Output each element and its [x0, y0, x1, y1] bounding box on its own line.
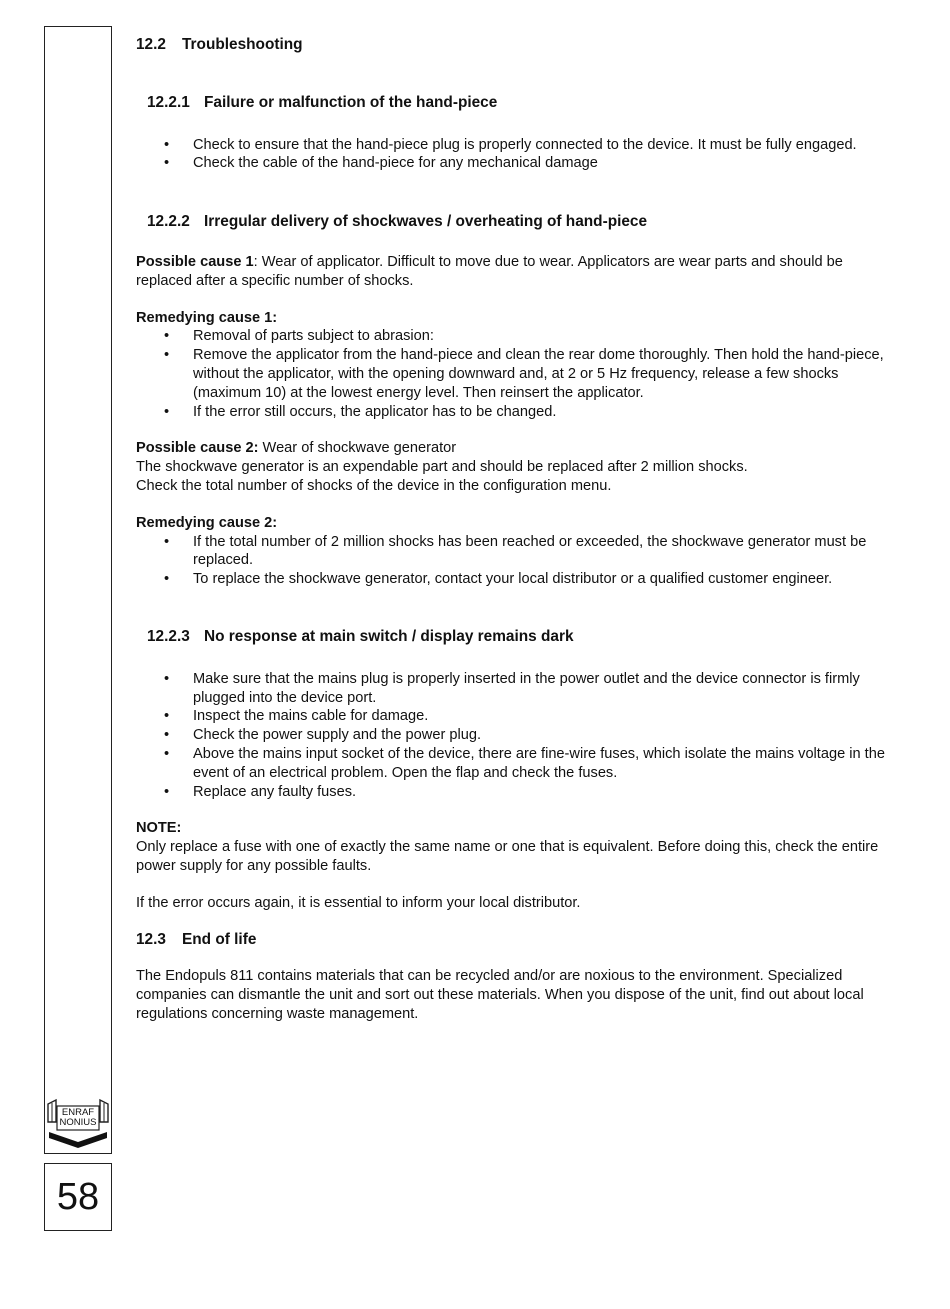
list-item-text: Check the cable of the hand-piece for any mechanical damage [193, 155, 598, 172]
cause-text: Wear of shockwave generator [258, 440, 457, 457]
heading-number: 12.2 [136, 36, 166, 53]
page-number-box [44, 1163, 112, 1231]
possible-cause-1 [136, 253, 888, 291]
bullet-icon: • [164, 571, 170, 588]
list-item [136, 136, 888, 155]
logo-text-nonius: NONIUS [59, 1117, 97, 1128]
logo-text-enraf: ENRAF [61, 1107, 95, 1118]
list-item-text: Removal of parts subject to abrasion: [193, 328, 434, 345]
enraf-nonius-logo [46, 1096, 110, 1152]
list-item-text: To replace the shockwave generator, contact your local distributor or a qualified customer engineer. [193, 571, 833, 588]
list-item [136, 570, 888, 589]
remedy-label: Remedying cause 2: [136, 514, 278, 531]
list-item [136, 707, 888, 726]
heading-number: 12.2.1 [147, 93, 190, 111]
list-item [136, 533, 888, 571]
note-label [136, 819, 888, 838]
bullet-icon: • [164, 727, 170, 744]
remedy-1-list [136, 327, 888, 421]
heading-12-2-1 [136, 94, 888, 113]
list-item-text: Make sure that the mains plug is properly inserted in the power outlet and the device connector is firmly plugged into the device port. [193, 670, 860, 706]
list-item-text: Above the mains input socket of the device, there are fine-wire fuses, which isolate the mains voltage in the event of an electrical problem. Open the flap and check the fuses. [193, 745, 885, 781]
bullet-icon: • [164, 403, 170, 420]
list-item [136, 745, 888, 783]
bullet-icon: • [164, 328, 170, 345]
list-item-text: Replace any faulty fuses. [193, 783, 357, 800]
heading-12-2 [136, 36, 888, 55]
heading-number: 12.2.3 [147, 627, 190, 645]
list-item [136, 726, 888, 745]
bullet-icon: • [164, 708, 170, 725]
list-item [136, 154, 888, 173]
list-item-text: Check to ensure that the hand-piece plug is properly connected to the device. It must be fully engaged. [193, 136, 857, 153]
note-heading: NOTE: [136, 820, 182, 837]
list-item [136, 783, 888, 802]
list-item [136, 403, 888, 422]
end-of-life-text: The Endopuls 811 contains materials that can be recycled and/or are noxious to the environment. Specialized companies can dismantle the unit and sort out these materials. When you dispose of the unit, find out about local regulations concerning waste management. [136, 968, 864, 1022]
heading-12-3 [136, 931, 888, 950]
heading-title: Troubleshooting [182, 36, 303, 53]
bullet-icon: • [164, 670, 170, 687]
heading-number: 12.2.2 [147, 213, 190, 231]
list-item-text: Inspect the mains cable for damage. [193, 708, 429, 725]
cause-label: Possible cause 2: [136, 440, 259, 457]
heading-12-2-2 [136, 213, 888, 232]
cause-label: Possible cause 1 [136, 253, 254, 270]
cause-2-detail: The shockwave generator is an expendable part and should be replaced after 2 million shocks. [136, 459, 748, 476]
bullet-icon: • [164, 136, 170, 153]
list-item-text: If the error still occurs, the applicator has to be changed. [193, 403, 557, 420]
main-switch-check-list [136, 670, 888, 802]
heading-number: 12.3 [136, 930, 166, 948]
heading-title: Irregular delivery of shockwaves / overheating of hand-piece [204, 213, 648, 231]
list-item [136, 327, 888, 346]
possible-cause-2 [136, 439, 888, 458]
handpiece-check-list [136, 136, 888, 174]
list-item-text: If the total number of 2 million shocks has been reached or exceeded, the shockwave generator must be replaced. [193, 533, 867, 569]
bullet-icon: • [164, 155, 170, 172]
cause-text: : Wear of applicator. Difficult to move due to wear. Applicators are wear parts and should be replaced after a specific number of shocks. [136, 253, 843, 289]
list-item-text: Remove the applicator from the hand-piece and clean the rear dome thoroughly. Then hold the hand-piece, without the applicator, with the opening downward and, at 2 or 5 Hz frequency, release a few shocks (maximum 10) at the lowest energy level. Then reinsert the applicator. [193, 347, 884, 401]
heading-title: Failure or malfunction of the hand-piece [204, 93, 498, 111]
error-again-text: If the error occurs again, it is essential to inform your local distributor. [136, 894, 581, 911]
note-text: Only replace a fuse with one of exactly the same name or one that is equivalent. Before doing this, check the entire power supply for any possible faults. [136, 839, 879, 874]
remedy-label: Remedying cause 1: [136, 309, 278, 326]
sidebar-frame [44, 26, 112, 1154]
heading-title: No response at main switch / display remains dark [204, 627, 574, 645]
bullet-icon: • [164, 783, 170, 800]
cause-2-detail: Check the total number of shocks of the device in the configuration menu. [136, 477, 612, 494]
remedy-1-label [136, 309, 888, 328]
remedy-2-list [136, 533, 888, 589]
bullet-icon: • [164, 533, 170, 550]
page-number: 58 [56, 1175, 100, 1218]
list-item [136, 346, 888, 402]
heading-title: End of life [182, 930, 257, 948]
document-body [136, 36, 888, 1024]
bullet-icon: • [164, 745, 170, 762]
list-item-text: Check the power supply and the power plug. [193, 727, 481, 744]
remedy-2-label [136, 514, 888, 533]
bullet-icon: • [164, 347, 170, 364]
list-item [136, 670, 888, 708]
heading-12-2-3 [136, 628, 888, 647]
